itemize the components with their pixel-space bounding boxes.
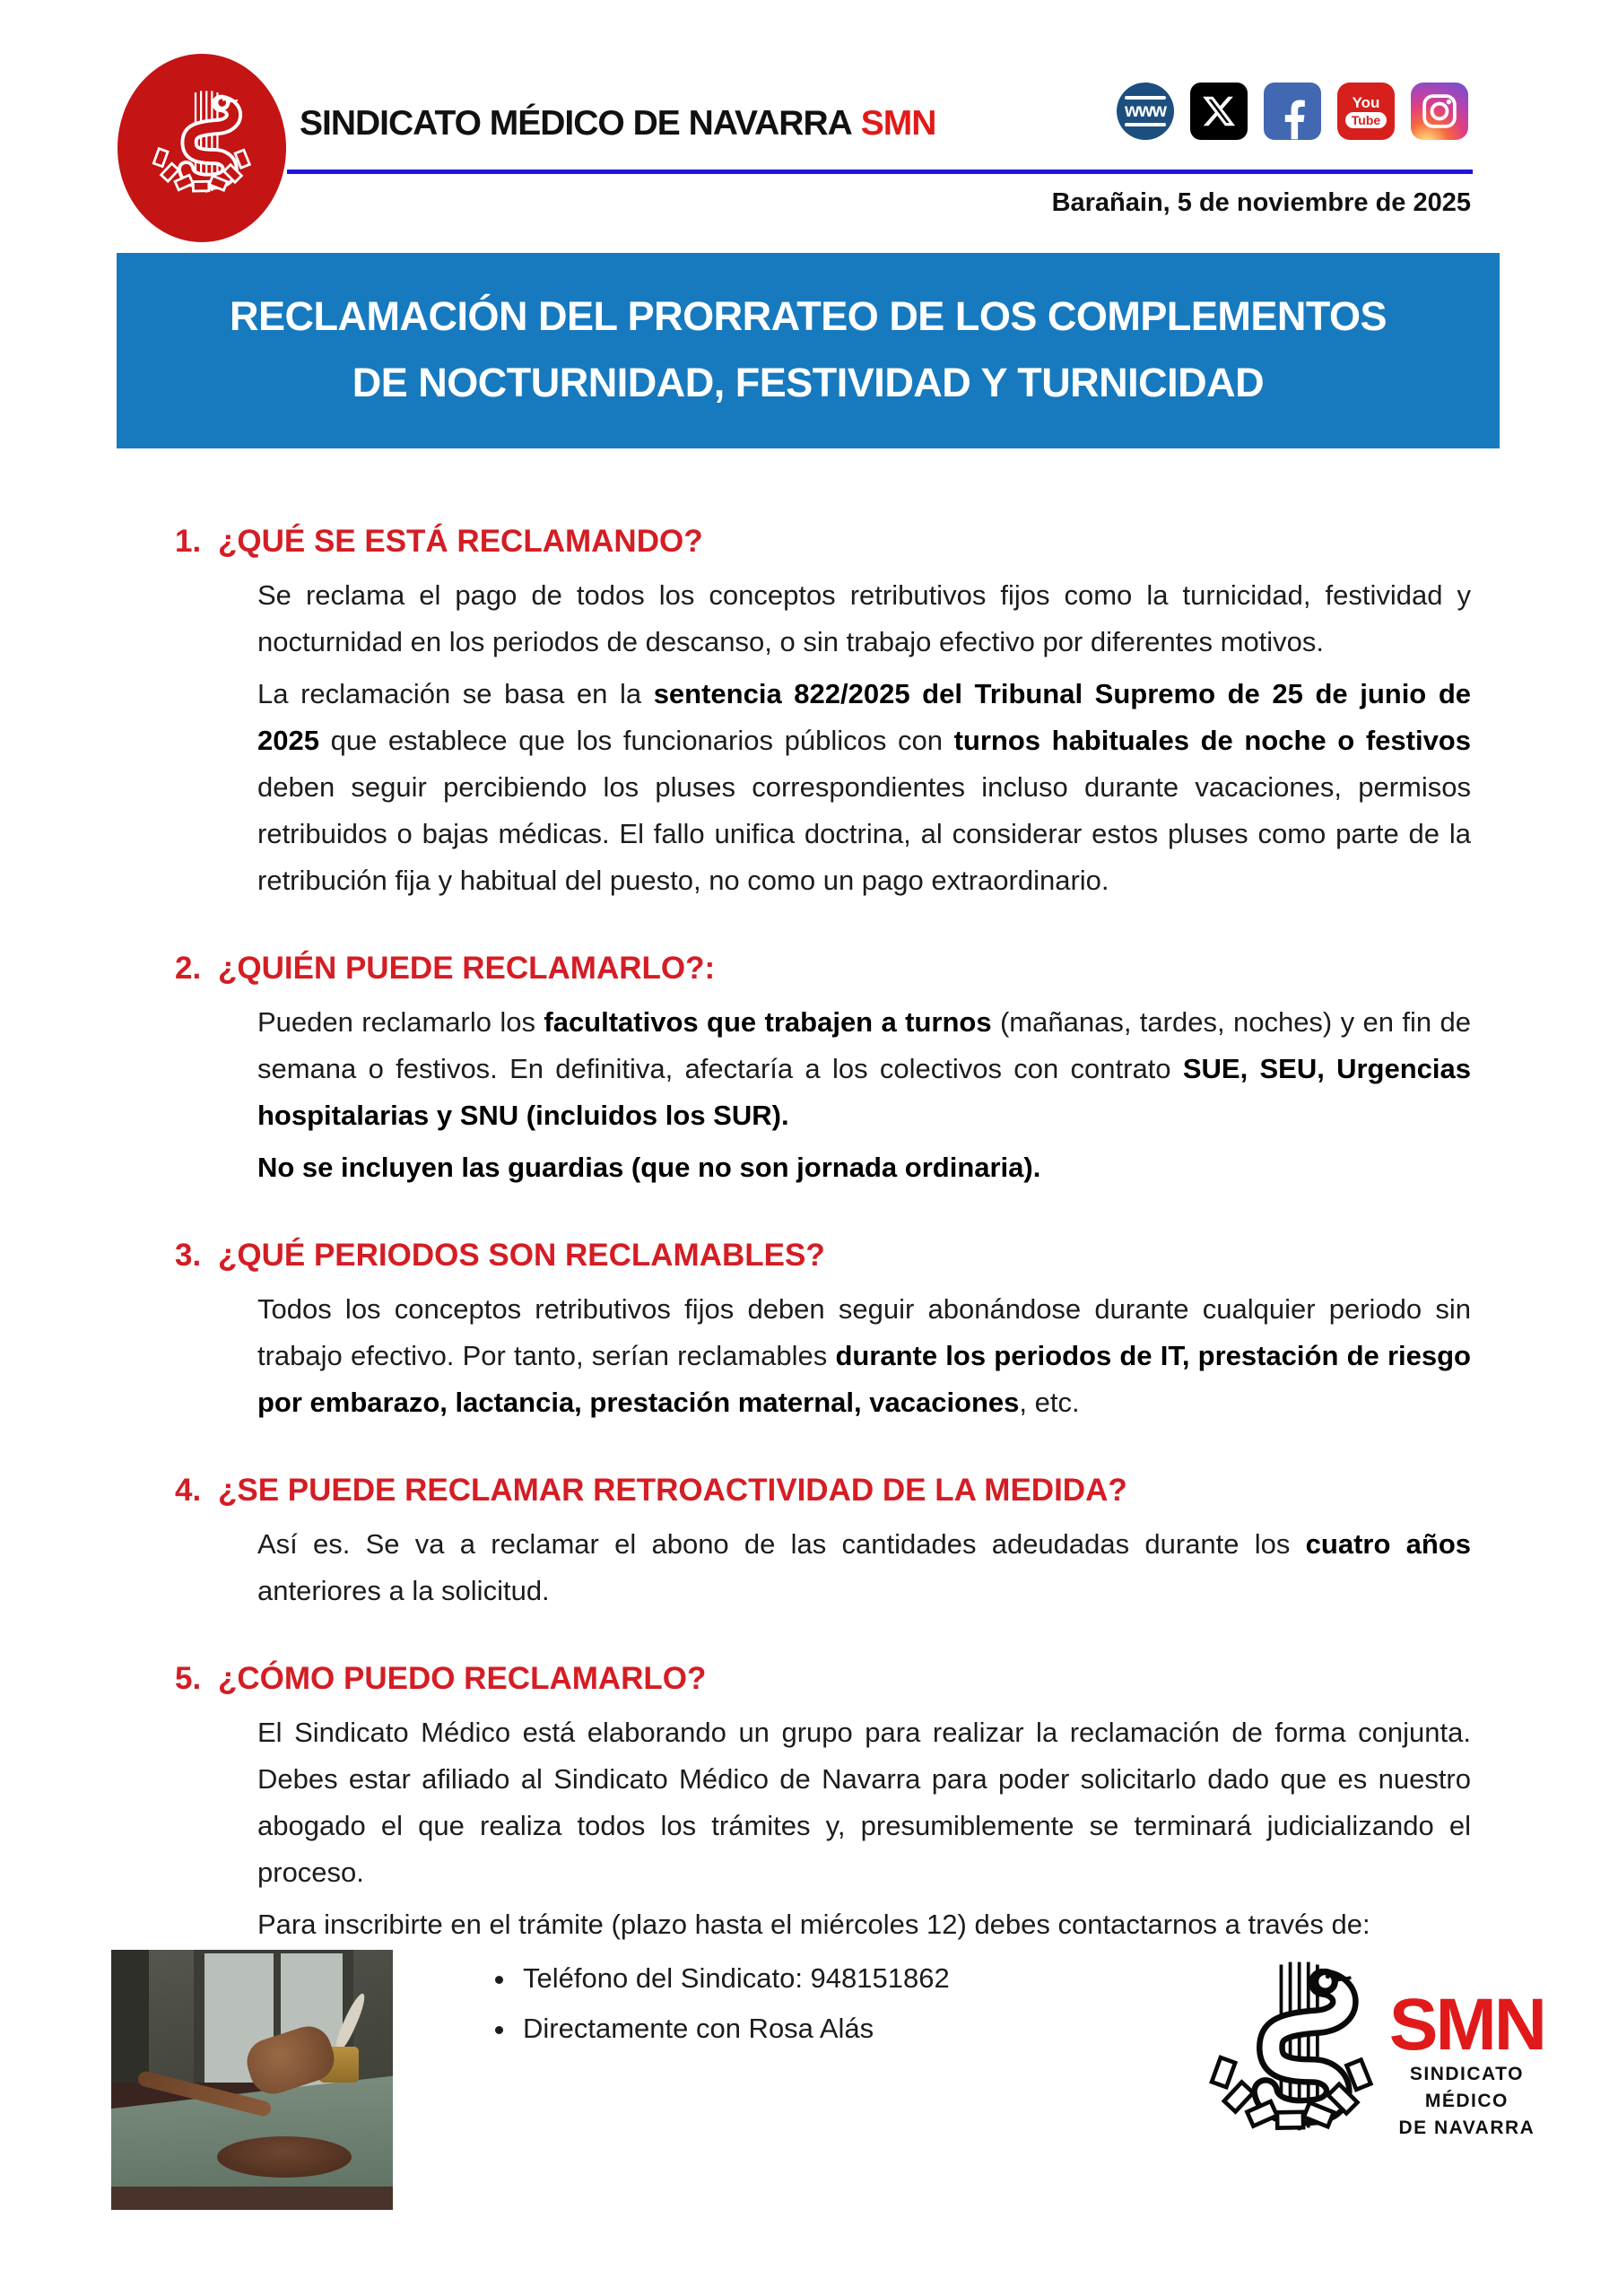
org-abbr: SMN	[860, 104, 936, 143]
section-paragraph: Todos los conceptos retributivos fijos deben seguir abonándose durante cualquier periodo sin trabajo efectivo. Por tanto, serían reclamables durante los periodos de IT, prestación de riesgo por embarazo, lactancia, prestación maternal, vacaciones, etc.	[257, 1293, 1471, 1418]
section-body	[257, 999, 1471, 1191]
faq-section	[175, 1238, 1471, 1426]
gavel-photo	[111, 1950, 393, 2210]
section-number: 1.	[175, 524, 202, 559]
section-paragraph: No se incluyen las guardias (que no son jornada ordinaria).	[257, 1152, 1041, 1183]
gavel-base	[217, 2136, 352, 2178]
facebook-icon[interactable]	[1264, 83, 1321, 140]
section-question: ¿SE PUEDE RECLAMAR RETROACTIVIDAD DE LA MEDIDA?	[218, 1473, 1127, 1508]
footer-org-line: SINDICATO	[1409, 2064, 1524, 2084]
section-heading	[175, 1238, 1471, 1274]
section-heading	[175, 524, 1471, 560]
section-heading	[175, 1473, 1471, 1509]
footer-org-line: DE NAVARRA	[1398, 2118, 1535, 2138]
footer-smn-abbr: SMN	[1388, 1984, 1544, 2066]
section-body	[257, 1521, 1471, 1614]
section-paragraph: La reclamación se basa en la sentencia 822/2025 del Tribunal Supremo de 25 de junio de 2025 que establece que los funcionarios públicos con turnos habituales de noche o festivos deben seguir percibiendo los pluses correspondientes incluso durante vacaciones, permisos retribuidos o bajas médicas. El fallo unifica doctrina, al considerar estos pluses como parte de la retribución fija y habitual del puesto, no como un pago extraordinario.	[257, 678, 1472, 896]
banner-title-line2: DE NOCTURNIDAD, FESTIVIDAD Y TURNICIDAD	[352, 360, 1265, 405]
contact-item: • Directamente con Rosa Alás	[518, 2004, 1471, 2054]
section-number: 2.	[175, 951, 202, 986]
section-question: ¿QUÉ SE ESTÁ RECLAMANDO?	[218, 524, 703, 559]
page-footer	[0, 1937, 1618, 2210]
youtube-you-label: You	[1352, 93, 1380, 111]
section-body	[257, 1286, 1471, 1426]
social-links	[1117, 83, 1468, 140]
caduceus-icon	[1201, 1959, 1382, 2154]
instagram-icon[interactable]	[1411, 83, 1468, 140]
smn-logo-badge	[117, 54, 286, 242]
section-paragraph: El Sindicato Médico está elaborando un grupo para realizar la reclamación de forma conjunta. Debes estar afiliado al Sindicato Médico de Navarra para poder solicitarlo dado que es nuestro abogado el que realiza todos los trámites y, presumiblemente se terminará judicializando el proceso.	[257, 1717, 1471, 1888]
youtube-icon[interactable]	[1337, 83, 1395, 140]
title-banner	[117, 253, 1500, 448]
contact-item: • Teléfono del Sindicato: 948151862	[518, 1953, 1471, 2004]
faq-section	[175, 524, 1471, 904]
smn-footer-logo	[1201, 1959, 1544, 2154]
section-number: 4.	[175, 1473, 202, 1508]
section-paragraph: Para inscribirte en el trámite (plazo hasta el miércoles 12) debes contactarnos a través de:	[257, 1909, 1370, 1940]
section-question: ¿QUÉ PERIODOS SON RECLAMABLES?	[218, 1238, 825, 1273]
section-heading	[175, 951, 1471, 987]
section-number: 5.	[175, 1661, 202, 1696]
section-number: 3.	[175, 1238, 202, 1273]
section-heading	[175, 1661, 1471, 1697]
faq-content	[175, 524, 1471, 2054]
section-body	[257, 572, 1471, 904]
caduceus-icon	[147, 82, 257, 214]
section-paragraph: Así es. Se va a reclamar el abono de las cantidades adeudadas durante los cuatro años anteriores a la solicitud.	[257, 1528, 1471, 1606]
section-question: ¿QUIÉN PUEDE RECLAMARLO?:	[218, 951, 716, 986]
faq-section	[175, 951, 1471, 1191]
www-label: www	[1124, 100, 1166, 121]
banner-title-line1: RECLAMACIÓN DEL PRORRATEO DE LOS COMPLEMENTOS	[229, 293, 1387, 339]
section-paragraph: Se reclama el pago de todos los conceptos retributivos fijos como la turnicidad, festividad y nocturnidad en los periodos de descanso, o sin trabajo efectivo por diferentes motivos.	[257, 579, 1471, 657]
date-line: Barañain, 5 de noviembre de 2025	[1051, 188, 1471, 217]
x-twitter-icon[interactable]	[1190, 83, 1248, 140]
website-globe-icon[interactable]	[1117, 83, 1174, 140]
footer-org-line: MÉDICO	[1424, 2091, 1509, 2111]
faq-section	[175, 1473, 1471, 1614]
section-paragraph: Pueden reclamarlo los facultativos que trabajen a turnos (mañanas, tardes, noches) y en fin de semana o festivos. En definitiva, afectaría a los colectivos con contrato SUE, SEU, Urgencias hospitalarias y SNU (incluidos los SUR).	[257, 1006, 1471, 1131]
page-header	[0, 0, 1618, 253]
header-divider	[287, 170, 1473, 174]
org-name: SINDICATO MÉDICO DE NAVARRA	[300, 104, 852, 143]
section-question: ¿CÓMO PUEDO RECLAMARLO?	[218, 1661, 707, 1696]
org-title	[300, 104, 935, 144]
youtube-tube-label: Tube	[1345, 112, 1387, 128]
